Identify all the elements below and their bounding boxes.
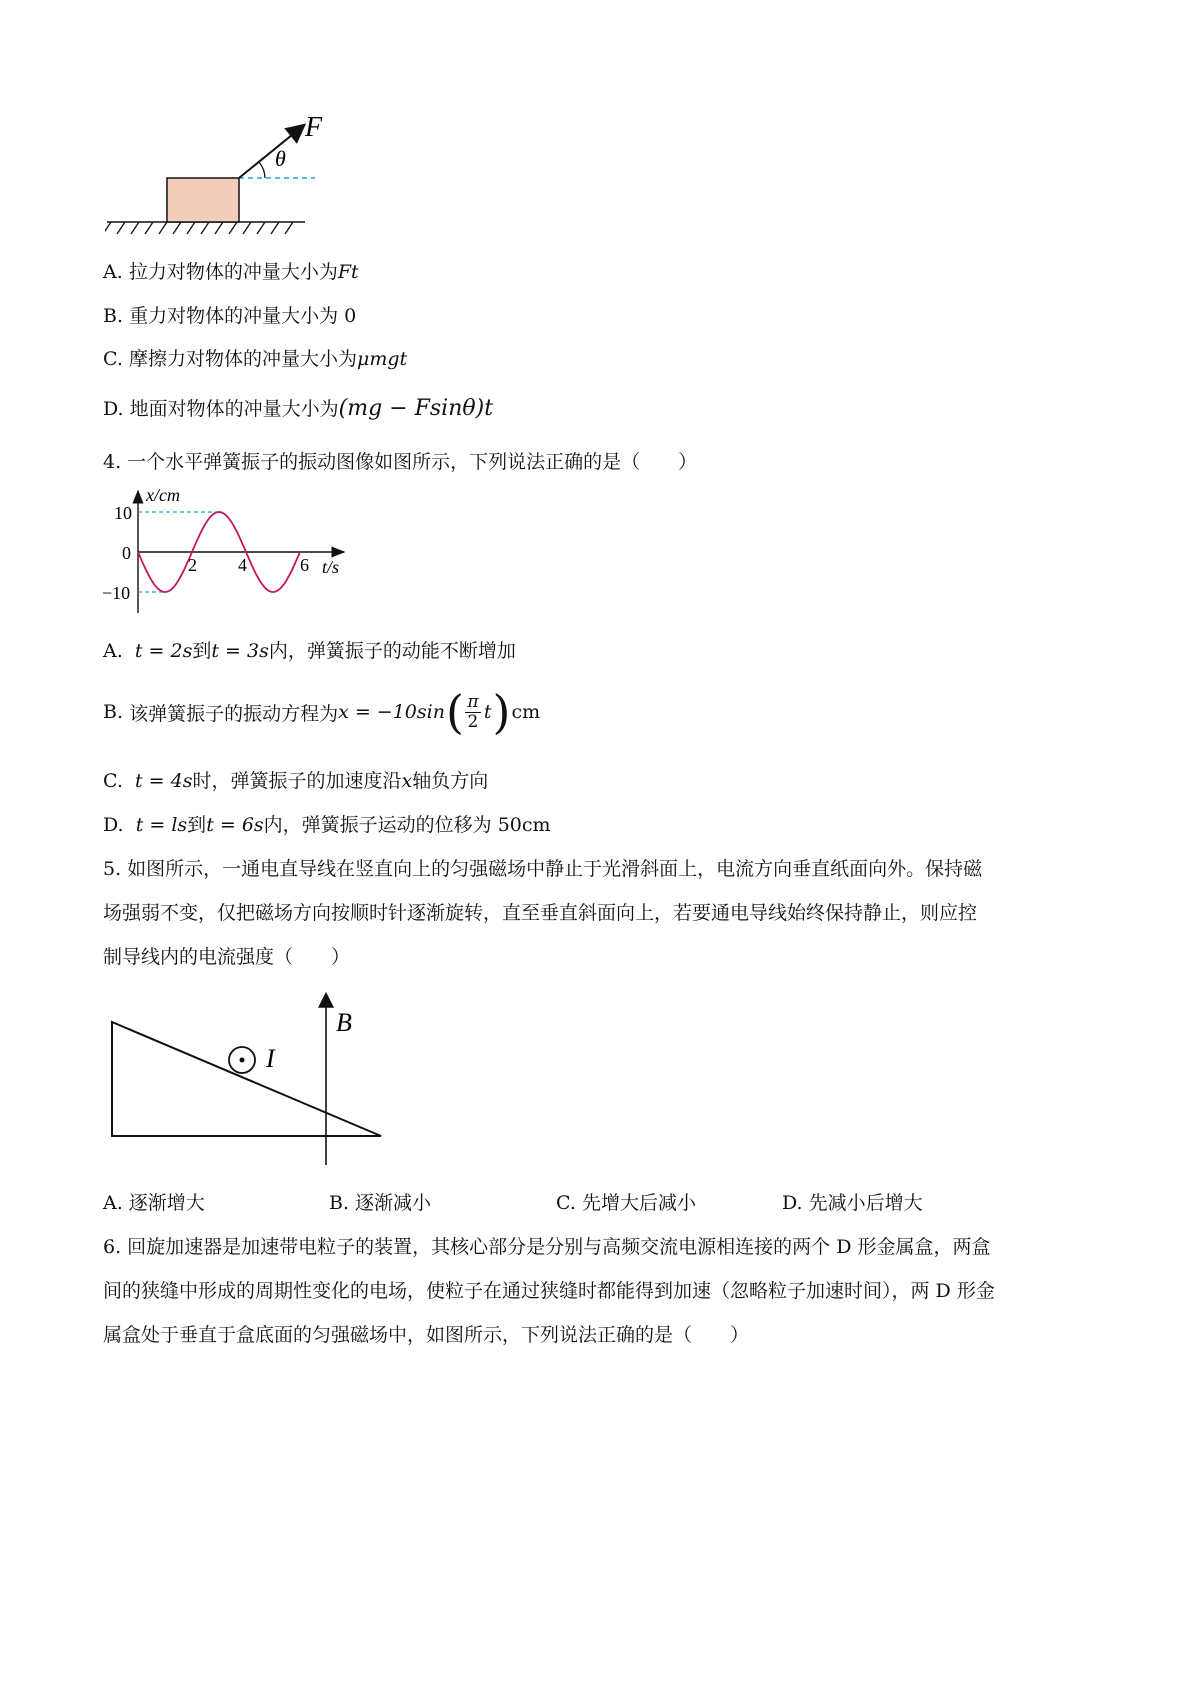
q6-line-3: 属盒处于垂直于盒底面的匀强磁场中，如图所示，下列说法正确的是（ ） <box>103 1324 750 1346</box>
current-label: I <box>266 1044 275 1073</box>
q5-line-1: 5. 如图所示，一通电直导线在竖直向上的匀强磁场中静止于光滑斜面上，电流方向垂直纸面向外。保持磁 <box>103 858 983 880</box>
q3-option-b: B. 重力对物体的冲量大小为 0 <box>103 305 357 327</box>
q5-option-c: C. 先增大后减小 <box>556 1192 696 1214</box>
fraction-denominator: 2 <box>467 711 479 732</box>
x-tick-4: 4 <box>238 555 247 575</box>
q3-option-d: D. 地面对物体的冲量大小为(mg − Fsinθ)t <box>103 396 494 421</box>
q4-option-c: C. t = 4s时，弹簧振子的加速度沿x轴负方向 <box>103 770 489 792</box>
q4-option-d: D. t = ls到t = 6s内，弹簧振子运动的位移为 50cm <box>103 814 551 836</box>
incline <box>112 1022 381 1136</box>
incline-field-diagram <box>100 985 400 1170</box>
force-label: F <box>305 112 323 143</box>
x-tick-2: 2 <box>188 555 197 575</box>
block-force-diagram <box>105 110 365 260</box>
q4-option-a: A. t = 2s到t = 3s内，弹簧振子的动能不断增加 <box>103 640 516 662</box>
x-axis-label: t/s <box>322 557 340 577</box>
q5-line-3: 制导线内的电流强度（ ） <box>103 946 351 968</box>
y-tick-10: 10 <box>114 503 132 523</box>
field-label: B <box>336 1008 352 1037</box>
y-axis-label: x/cm <box>146 485 180 505</box>
q5-option-b: B. 逐渐减小 <box>329 1192 432 1214</box>
fraction-numerator: π <box>467 691 479 712</box>
q4-stem: 4. 一个水平弹簧振子的振动图像如图所示，下列说法正确的是（ ） <box>103 451 698 473</box>
q6-line-1: 6. 回旋加速器是加速带电粒子的装置，其核心部分是分别与高频交流电源相连接的两个 D 形金属盒，两盒 <box>103 1236 991 1258</box>
x-tick-6: 6 <box>300 555 309 575</box>
block <box>167 178 239 222</box>
angle-label: θ <box>275 146 286 171</box>
q5-option-d: D. 先减小后增大 <box>782 1192 923 1214</box>
oscillation-graph <box>100 485 360 620</box>
q6-line-2: 间的狭缝中形成的周期性变化的电场，使粒子在通过狭缝时都能得到加速（忽略粒子加速时间），两 D 形金 <box>103 1280 995 1302</box>
q3-option-c: C. 摩擦力对物体的冲量大小为μmgt <box>103 348 408 370</box>
y-tick-0: 0 <box>122 543 131 563</box>
q4-option-b: B. 该弹簧振子的振动方程为 x = −10sin ( π 2 t ) cm <box>103 685 541 739</box>
q3-option-a: A. 拉力对物体的冲量大小为Ft <box>103 261 359 283</box>
force-arrow <box>239 126 303 178</box>
y-tick-neg10: −10 <box>102 583 131 603</box>
q5-option-a: A. 逐渐增大 <box>103 1192 205 1214</box>
q5-line-2: 场强弱不变，仅把磁场方向按顺时针逐渐旋转，直至垂直斜面向上，若要通电导线始终保持静止，则应控 <box>103 902 978 924</box>
